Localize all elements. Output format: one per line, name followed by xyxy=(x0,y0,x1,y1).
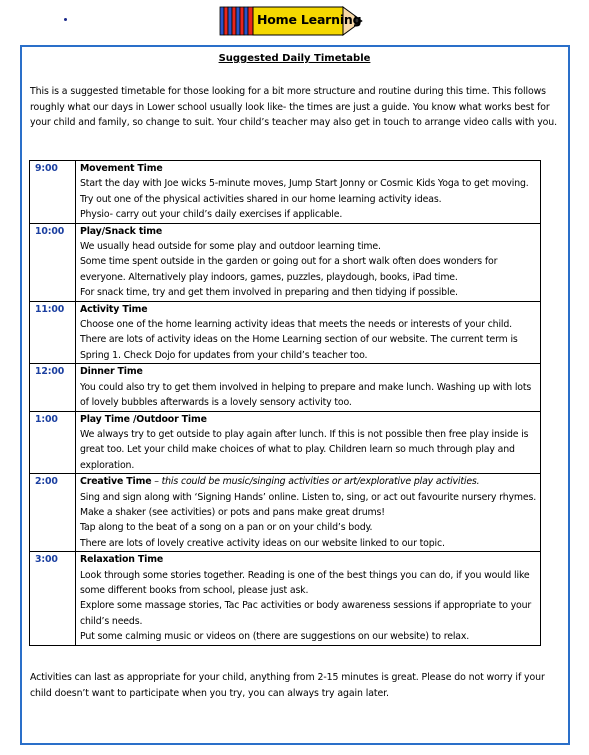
activity-description: Choose one of the home learning activity ideas that meets the needs or interests of your child. There are lots of activity ideas on the Home Learning section of our website. The current term is Spring 1. Check Dojo for updates from your child’s teacher too. xyxy=(80,319,518,361)
activity-description: Put some calming music or videos on (there are suggestions on our website) to relax. xyxy=(80,631,470,643)
activity-headline xyxy=(80,224,538,239)
activity-cell xyxy=(76,364,541,411)
activity-headline xyxy=(80,412,538,427)
intro-paragraph: This is a suggested timetable for those looking for a bit more structure and routine during this time. This follows roughly what our days in Lower school usually look like- the times are just a guide. You know what works best for your child and family, so change to suit. Your child’s teacher may also get in touch to arrange video calls with you. xyxy=(30,86,558,129)
time-cell: 3:00 xyxy=(30,552,76,645)
home-learning-banner xyxy=(219,4,364,38)
banner-label: Home Learning xyxy=(257,12,362,27)
activity-heading: Creative Time xyxy=(80,476,152,488)
activity-description: Explore some massage stories, Tac Pac activities or body awareness sessions if appropriate to your child’s needs. xyxy=(80,600,532,627)
activity-headline xyxy=(80,552,538,567)
activity-description: Look through some stories together. Reading is one of the best things you can do, if you would like some different books from school, please just ask. xyxy=(80,569,530,596)
activity-headline xyxy=(80,302,538,317)
activity-cell xyxy=(76,301,541,364)
activity-description: There are lots of lovely creative activity ideas on our website linked to our topic. xyxy=(80,537,445,549)
activity-cell xyxy=(76,223,541,301)
activity-headline xyxy=(80,364,538,379)
activity-description: We usually head outside for some play and outdoor learning time. xyxy=(80,241,381,253)
time-cell: 1:00 xyxy=(30,411,76,474)
activity-note: – this could be music/singing activities or art/explorative play activities. xyxy=(151,476,480,488)
page-title: Suggested Daily Timetable xyxy=(218,53,371,64)
timetable-row xyxy=(30,552,541,645)
activity-heading: Movement Time xyxy=(80,163,163,174)
activity-description: You could also try to get them involved in helping to prepare and make lunch. Washing up with lots of lovely bubbles afterwards is a lovely sensory activity too. xyxy=(80,381,532,409)
timetable-row xyxy=(30,411,541,474)
time-cell: 2:00 xyxy=(30,474,76,552)
activity-description: Start the day with Joe wicks 5-minute moves, Jump Start Jonny or Cosmic Kids Yoga to get moving. xyxy=(80,178,529,190)
activity-description: Physio- carry out your child’s daily exercises if applicable. xyxy=(80,209,343,221)
activity-cell xyxy=(76,411,541,474)
activity-description: Try out one of the physical activities shared in our home learning activity ideas. xyxy=(80,193,442,205)
timetable-row xyxy=(30,474,541,552)
activity-heading: Activity Time xyxy=(80,303,148,315)
timetable-row xyxy=(30,161,541,224)
timetable xyxy=(29,160,541,646)
activity-description: For snack time, try and get them involved in preparing and then tidying if possible. xyxy=(80,287,458,299)
activity-cell xyxy=(76,474,541,552)
activity-headline xyxy=(80,474,538,489)
time-cell: 12:00 xyxy=(30,364,76,411)
timetable-row xyxy=(30,301,541,364)
activity-heading: Play Time /Outdoor Time xyxy=(80,413,207,425)
time-cell: 11:00 xyxy=(30,301,76,364)
timetable-row xyxy=(30,364,541,411)
activity-heading: Play/Snack time xyxy=(80,225,163,237)
activity-heading: Dinner Time xyxy=(80,366,143,378)
activity-description: Tap along to the beat of a song on a pan or on your child’s body. xyxy=(80,522,373,534)
time-cell: 9:00 xyxy=(30,161,76,224)
activity-heading: Relaxation Time xyxy=(80,554,164,566)
time-cell: 10:00 xyxy=(30,223,76,301)
stray-dot xyxy=(64,18,67,21)
activity-description: Some time spent outside in the garden or going out for a short walk often does wonders for everyone. Alternatively play indoors, games, puzzles, playdough, books, iPad time. xyxy=(80,256,498,283)
timetable-row xyxy=(30,223,541,301)
activity-description: Sing and sign along with ‘Signing Hands’ online. Listen to, sing, or act out favourite nursery rhymes. Make a shaker (see activities) or pots and pans make great drums! xyxy=(80,491,537,518)
activity-description: We always try to get outside to play again after lunch. If this is not possible then free play inside is great too. Let your child make choices of what to play. Children learn so much through play and exploration. xyxy=(80,428,529,471)
closing-paragraph: Activities can last as appropriate for your child, anything from 2-15 minutes is great. Please do not worry if your child doesn’t want to participate when you try, you can always try again later. xyxy=(30,672,545,699)
activity-cell xyxy=(76,161,541,224)
activity-cell xyxy=(76,552,541,645)
activity-headline xyxy=(80,161,538,176)
